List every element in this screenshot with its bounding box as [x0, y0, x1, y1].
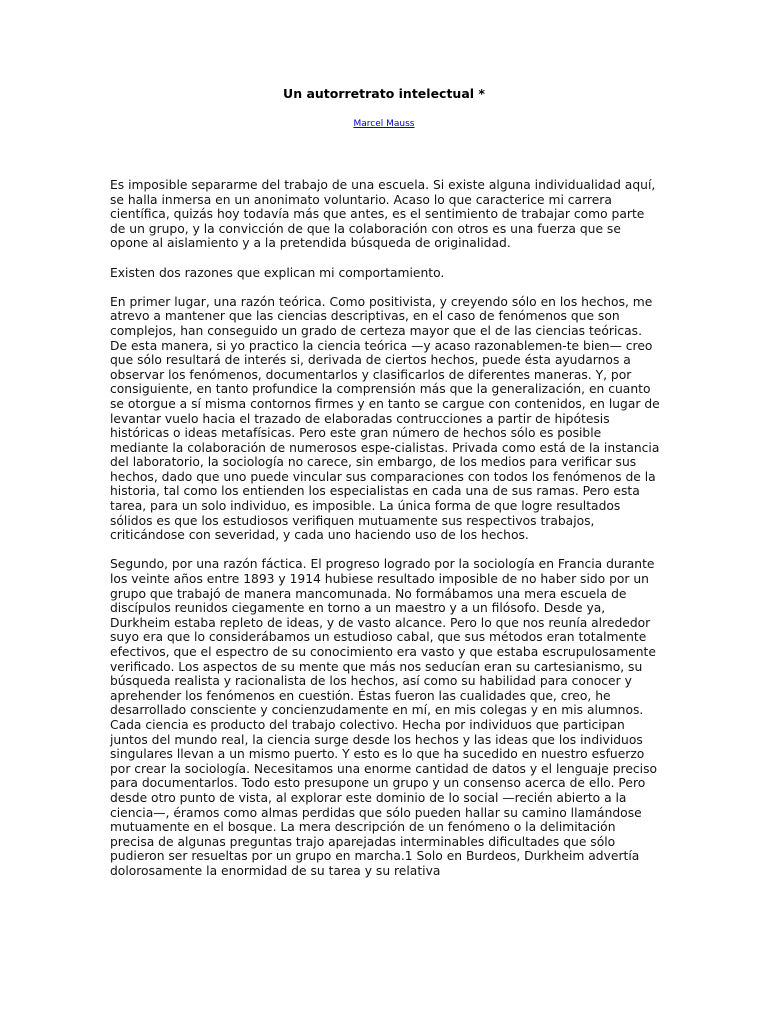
paragraph-2: Existen dos razones que explican mi comportamiento.	[110, 265, 445, 280]
document-title: Un autorretrato intelectual *	[283, 86, 485, 101]
paragraph-4: Segundo, por una razón fáctica. El progreso logrado por la sociología en Francia durante los veinte años entre 1893 y 1914 hubiese resultado imposible de no haber sido por un grupo que trabajó de manera mancomunada. No formábamos una mera escuela de discípulos reunidos ciegamente en torno a un maestro y a un filósofo. Desde ya, Durkheim estaba repleto de ideas, y de vasto alcance. Pero lo que nos reunía alrededor suyo era que lo considerábamos un estudioso cabal, que sus métodos eran totalmente efectivos, que el espectro de su conocimiento era vasto y que estaba escrupulosamente verificado. Los aspectos de su mente que más nos seducían eran su cartesianismo, su búsqueda realista y racionalista de los hechos, así como su habilidad para conocer y aprehender los fenómenos en cuestión. Éstas fueron las cualidades que, creo, he desarrollado consciente y concienzudamente en mí, en mis colegas y en mis alumnos. Cada ciencia es producto del trabajo colectivo. Hecha por individuos que participan juntos del mundo real, la ciencia surge desde los hechos y las ideas que los individuos singulares llevan a un mismo puerto. Y esto es lo que ha sucedido en nuestro esfuerzo por crear la sociología. Necesitamos una enorme cantidad de datos y el lenguaje preciso para documentarlos. Todo esto presupone un grupo y un consenso acerca de ello. Pero desde otro punto de vista, al explorar este dominio de lo social —recién abierto a la ciencia—, éramos como almas perdidas que sólo pueden hallar su camino llamándose mutuamente en el bosque. La mera descripción de un fenómeno o la delimitación precisa de algunas preguntas trajo aparejadas interminables dificultades que sólo pudieron ser resueltas por un grupo en marcha.1 Solo en Burdeos, Durkheim advertía dolorosamente la enormidad de su tarea y su relativa	[110, 557, 658, 878]
author-line	[0, 118, 768, 130]
document-body	[110, 178, 662, 893]
author-link[interactable]: Marcel Mauss	[353, 119, 415, 129]
paragraph-3: En primer lugar, una razón teórica. Como positivista, y creyendo sólo en los hechos, me atrevo a mantener que las ciencias descriptivas, en el caso de fenómenos que son complejos, han conseguido un grado de certeza mayor que el de las ciencias teóricas. De esta manera, si yo practico la ciencia teórica —y acaso razonablemen-te bien— creo que sólo resultará de interés si, derivada de ciertos hechos, puede ésta ayudarnos a observar los fenómenos, documentarlos y clasificarlos de diferentes maneras. Y, por consiguiente, en tanto profundice la comprensión más que la generalización, en cuanto se otorgue a sí misma contornos firmes y en tanto se cargue con contenidos, en lugar de levantar vuelo hacia el trazado de elaboradas contrucciones a partir de hipótesis históricas o ideas metafísicas. Pero este gran número de hechos sólo es posible mediante la colaboración de numerosos espe-cialistas. Privada como está de la instancia del laboratorio, la sociología no carece, sin embargo, de los medios para verificar sus hechos, dado que uno puede vincular sus comparaciones con todos los fenómenos de la historia, tal como los entienden los especialistas en cada una de sus ramas. Pero esta tarea, para un solo individuo, es imposible. La única forma de que logre resultados sólidos es que los estudiosos verifiquen mutuamente sus respectivos trabajos, criticándose con severidad, y cada uno haciendo uso de los hechos.	[110, 294, 660, 543]
paragraph-1: Es imposible separarme del trabajo de una escuela. Si existe alguna individualidad aquí, se halla inmersa en un anonimato voluntario. Acaso lo que caracterice mi carrera científica, quizás hoy todavía más que antes, es el sentimiento de trabajar como parte de un grupo, y la convicción de que la colaboración con otros es una fuerza que se opone al aislamiento y a la pretendida búsqueda de originalidad.	[110, 178, 656, 251]
